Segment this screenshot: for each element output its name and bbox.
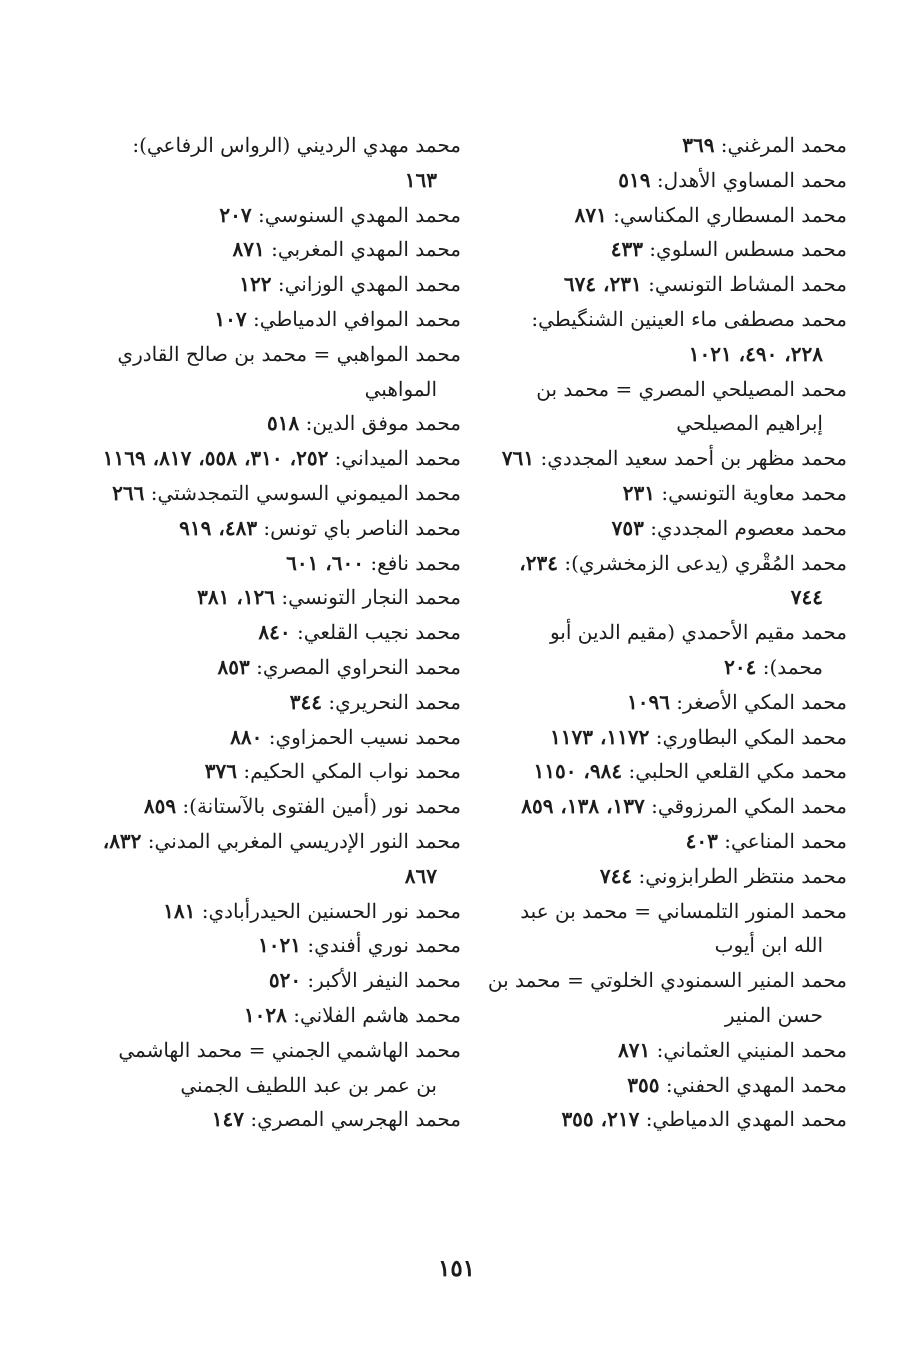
index-entry xyxy=(101,476,461,511)
entry-page-refs: ٣٥٥ xyxy=(627,1072,660,1097)
index-entry xyxy=(101,754,461,789)
entry-name: محمد نور (أمين الفتوى بالآستانة): xyxy=(182,794,461,819)
entry-page-refs: ٨٤٠ xyxy=(258,620,291,645)
index-entry xyxy=(487,754,847,789)
entry-page-refs: ١٠٢١ xyxy=(258,933,301,958)
entry-name: محمد المهدي الوزاني: xyxy=(277,272,461,297)
index-entry xyxy=(487,232,847,267)
entry-page-refs: ٢١٧، ٣٥٥ xyxy=(561,1107,640,1132)
entry-name: محمد المكي الأصغر: xyxy=(676,689,847,714)
entry-name: محمد منتظر الطرابزوني: xyxy=(638,863,847,888)
index-entry xyxy=(101,128,461,198)
index-entry xyxy=(101,580,461,615)
index-entry xyxy=(101,789,461,824)
entry-name: محمد هاشم الفلاني: xyxy=(293,1002,461,1027)
entry-name: محمد الميداني: xyxy=(334,446,461,471)
entry-name: محمد مهدي الرديني (الرواس الرفاعي): xyxy=(132,133,461,157)
entry-page-refs: ١١٧٢، ١١٧٣ xyxy=(550,724,650,749)
entry-name: محمد المشاط التونسي: xyxy=(648,272,847,297)
entry-page-refs: ٥٢٠ xyxy=(268,968,302,993)
entry-name: محمد المنير السمنودي الخلوتي = محمد بن حسن المنير xyxy=(487,968,847,1027)
entry-name: محمد المناعي: xyxy=(724,828,847,853)
entry-page-refs: ٢٠٧ xyxy=(219,202,252,227)
index-entry xyxy=(487,685,847,720)
entry-page-refs: ٢٣١ xyxy=(622,480,655,505)
entry-name: محمد نافع: xyxy=(370,550,461,575)
index-column-left xyxy=(101,128,461,1137)
entry-name: محمد الهاشمي الجمني = محمد الهاشمي بن عمر بن عبد اللطيف الجمني xyxy=(118,1037,461,1097)
entry-name: محمد مقيم الأحمدي (مقيم الدين أبو محمد): xyxy=(549,620,847,679)
entry-name: محمد النور الإدريسي المغربي المدني: xyxy=(147,828,461,853)
index-entry xyxy=(487,511,847,546)
index-entry xyxy=(487,372,847,442)
entry-page-refs: ٢٥٢، ٣١٠، ٥٥٨، ٨١٧، ١١٦٩ xyxy=(102,446,329,471)
entry-name: محمد المنيني العثماني: xyxy=(656,1037,847,1062)
entry-page-refs: ٥١٩ xyxy=(618,167,651,192)
entry-page-refs: ٧٦١ xyxy=(501,446,535,471)
entry-page-refs: ٢٢٨، ٤٩٠، ١٠٢١ xyxy=(688,341,823,366)
index-entry xyxy=(101,928,461,963)
entry-page-refs: ٢٠٤ xyxy=(724,654,757,679)
entry-name: محمد معاوية التونسي: xyxy=(661,480,847,505)
index-entry xyxy=(487,859,847,894)
entry-page-refs: ١٣٧، ١٣٨، ٨٥٩ xyxy=(521,794,645,819)
entry-page-refs: ١٨١ xyxy=(163,898,196,923)
entry-name: محمد مسطس السلوي: xyxy=(649,237,847,262)
index-entry xyxy=(101,546,461,581)
entry-name: محمد المصيلحي المصري = محمد بن إبراهيم المصيلحي xyxy=(536,376,847,436)
index-entry xyxy=(487,615,847,685)
entry-page-refs: ٣٧٦ xyxy=(204,759,237,784)
index-entry xyxy=(487,963,847,1033)
index-entry xyxy=(101,685,461,720)
entry-name: محمد المهدي السنوسي: xyxy=(257,202,461,227)
entry-name: محمد نوري أفندي: xyxy=(307,933,461,958)
index-entry xyxy=(101,441,461,476)
entry-name: محمد الموافي الدمياطي: xyxy=(252,306,461,331)
entry-name: محمد مكي القلعي الحلبي: xyxy=(628,759,847,784)
entry-name: محمد النحريري: xyxy=(328,689,461,714)
entry-page-refs: ٢٦٦ xyxy=(112,480,145,505)
index-column-right xyxy=(487,128,847,1137)
index-entry xyxy=(101,1102,461,1137)
entry-page-refs: ١٢٢ xyxy=(239,272,272,297)
entry-page-refs: ١٢٦، ٣٨١ xyxy=(197,585,276,610)
entry-page-refs: ٨٨٠ xyxy=(230,724,263,749)
entry-name: محمد موفق الدين: xyxy=(305,411,461,436)
index-entry xyxy=(487,198,847,233)
entry-page-refs: ٦٠٠، ٦٠١ xyxy=(286,550,364,575)
entry-page-refs: ١٠٩٦ xyxy=(626,689,670,714)
entry-name: محمد المكي البطاوري: xyxy=(655,724,847,749)
entry-name: محمد مظهر بن أحمد سعيد المجددي: xyxy=(540,446,847,471)
entry-name: محمد المهدي الدمياطي: xyxy=(645,1107,847,1132)
index-entry xyxy=(101,511,461,546)
entry-page-refs: ٤٣٣ xyxy=(610,237,643,262)
index-entry xyxy=(101,650,461,685)
index-entry xyxy=(101,894,461,929)
index-entry xyxy=(487,824,847,859)
index-entry xyxy=(101,1033,461,1103)
entry-name: محمد الميموني السوسي التمجدشتي: xyxy=(150,480,461,505)
index-entry xyxy=(487,128,847,163)
entry-page-refs: ٨٣٢، ٨٦٧ xyxy=(102,828,437,888)
entry-page-refs: ٢٣٤، ٧٤٤ xyxy=(519,550,823,610)
entry-name: محمد المسطاري المكناسي: xyxy=(613,202,847,227)
entry-name: محمد المنور التلمساني = محمد بن عبد الله ابن أيوب xyxy=(520,898,847,958)
index-entry xyxy=(101,302,461,337)
entry-name: محمد المساوي الأهدل: xyxy=(656,167,847,192)
index-entry xyxy=(487,789,847,824)
entry-name: محمد المواهبي = محمد بن صالح القادري المواهبي xyxy=(117,341,461,401)
entry-name: محمد المهدي المغربي: xyxy=(271,237,461,262)
entry-name: محمد الناصر باي تونس: xyxy=(263,515,461,540)
entry-name: محمد المُقْري (يدعى الزمخشري): xyxy=(564,550,847,575)
index-entry xyxy=(101,963,461,998)
index-entry xyxy=(101,824,461,894)
index-entry xyxy=(487,720,847,755)
entry-name: محمد نجيب القلعي: xyxy=(297,620,461,645)
entry-page-refs: ١٠٧ xyxy=(214,306,247,331)
index-entry xyxy=(101,406,461,441)
index-entry xyxy=(101,198,461,233)
entry-name: محمد الهجرسي المصري: xyxy=(250,1107,461,1132)
entry-page-refs: ٨٧١ xyxy=(574,202,607,227)
index-entry xyxy=(487,1068,847,1103)
entry-page-refs: ٩٨٤، ١١٥٠ xyxy=(533,759,623,784)
index-entry xyxy=(487,476,847,511)
entry-name: محمد نسيب الحمزاوي: xyxy=(268,724,461,749)
index-entry xyxy=(487,1102,847,1137)
entry-page-refs: ١٦٣ xyxy=(404,167,437,192)
entry-name: محمد نواب المكي الحكيم: xyxy=(243,759,461,784)
page-number: ١٥١ xyxy=(437,1255,476,1282)
index-entry xyxy=(487,546,847,616)
entry-page-refs: ٨٧١ xyxy=(618,1037,651,1062)
entry-page-refs: ٤٨٣، ٩١٩ xyxy=(179,515,258,540)
index-entry xyxy=(101,232,461,267)
entry-page-refs: ٧٥٣ xyxy=(611,515,644,540)
entry-page-refs: ٢٣١، ٦٧٤ xyxy=(563,272,642,297)
index-entry xyxy=(101,720,461,755)
index-entry xyxy=(101,267,461,302)
index-entry xyxy=(487,302,847,372)
entry-page-refs: ١٠٢٨ xyxy=(243,1002,287,1027)
entry-name: محمد معصوم المجددي: xyxy=(650,515,847,540)
entry-page-refs: ٥١٨ xyxy=(267,411,300,436)
index-entry xyxy=(487,163,847,198)
entry-name: محمد النيفر الأكبر: xyxy=(307,968,461,993)
entry-page-refs: ٣٦٩ xyxy=(682,133,715,157)
entry-name: محمد مصطفى ماء العينين الشنگيطي: xyxy=(531,306,847,331)
entry-name: محمد المهدي الحفني: xyxy=(665,1072,847,1097)
entry-page-refs: ٤٠٣ xyxy=(685,828,718,853)
index-entry xyxy=(487,441,847,476)
entry-page-refs: ٨٧١ xyxy=(232,237,265,262)
entry-page-refs: ٨٥٣ xyxy=(217,654,250,679)
entry-page-refs: ١٤٧ xyxy=(211,1107,245,1132)
entry-page-refs: ٨٥٩ xyxy=(143,794,177,819)
entry-page-refs: ٣٤٤ xyxy=(289,689,322,714)
index-entry xyxy=(487,894,847,964)
entry-name: محمد النحراوي المصري: xyxy=(256,654,461,679)
entry-name: محمد النجار التونسي: xyxy=(281,585,461,610)
entry-name: محمد المرغني: xyxy=(720,133,847,157)
index-entry xyxy=(101,337,461,407)
index-entry xyxy=(487,1033,847,1068)
index-entry xyxy=(101,615,461,650)
entry-page-refs: ٧٤٤ xyxy=(599,863,633,888)
entry-name: محمد نور الحسنين الحيدرأبادي: xyxy=(201,898,461,923)
index-entry xyxy=(487,267,847,302)
index-entry xyxy=(101,998,461,1033)
entry-name: محمد المكي المرزوقي: xyxy=(651,794,847,819)
